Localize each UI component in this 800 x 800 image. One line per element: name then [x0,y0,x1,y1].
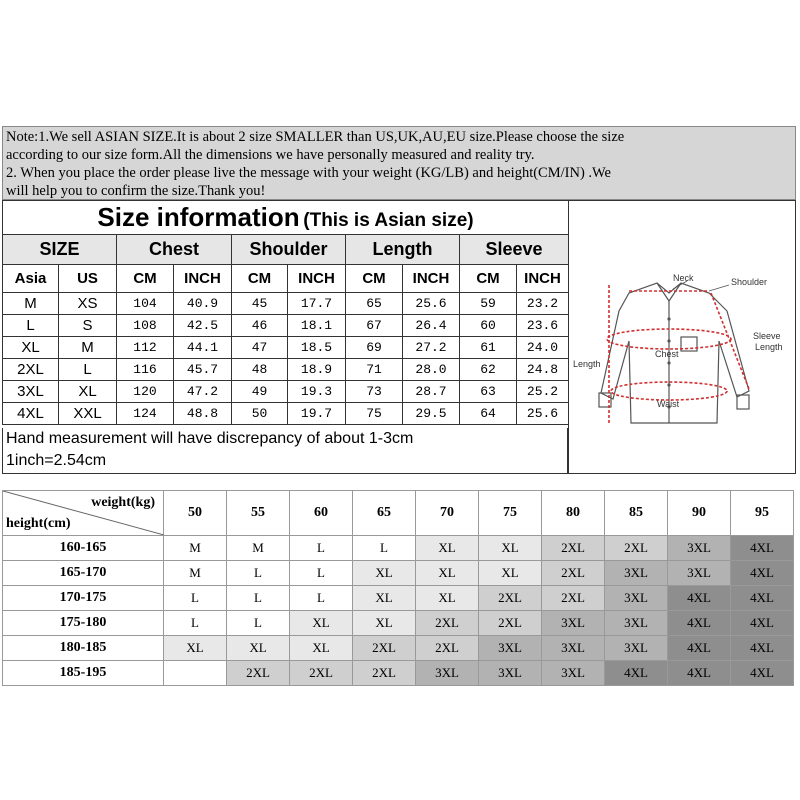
size-cell: XL [59,381,117,403]
size-cell: 25.6 [403,293,460,315]
height-range: 185-195 [3,661,164,686]
column-header: INCH [174,265,232,293]
recommended-size-cell: XL [227,636,290,661]
size-cell: 61 [460,337,517,359]
height-axis-label: height(cm) [6,516,71,531]
size-cell: 48.8 [174,403,232,425]
recommended-size-cell: 4XL [668,661,731,686]
recommended-size-cell: XL [479,536,542,561]
sleeve-label-line2: Length [755,342,783,352]
weight-header: 90 [668,491,731,536]
weight-header: 50 [164,491,227,536]
size-cell: 116 [117,359,174,381]
recommended-size-cell: XL [353,561,416,586]
size-cell: 46 [232,315,288,337]
size-footnotes [2,428,568,474]
weight-header: 95 [731,491,794,536]
recommended-size-cell: 4XL [731,661,794,686]
size-cell: 19.7 [288,403,346,425]
size-title: Size information [97,202,300,232]
note-line-2: according to our size form.All the dimensions we have personally measured and reality try. [6,147,535,163]
recommended-size-cell: 3XL [605,636,668,661]
recommended-size-cell: M [164,536,227,561]
size-cell: XS [59,293,117,315]
group-header-chest: Chest [117,235,232,265]
size-cell: M [59,337,117,359]
size-cell: 25.2 [517,381,569,403]
size-cell: L [59,359,117,381]
size-row [3,359,569,381]
weight-header: 70 [416,491,479,536]
shirt-illustration [569,201,795,473]
group-header-size: SIZE [3,235,117,265]
size-cell: 24.8 [517,359,569,381]
height-row [3,636,794,661]
recommended-size-cell [164,661,227,686]
recommended-size-cell: XL [164,636,227,661]
size-cell: 28.7 [403,381,460,403]
size-cell: 40.9 [174,293,232,315]
recommended-size-cell: XL [353,611,416,636]
size-cell: 24.0 [517,337,569,359]
recommended-size-cell: 3XL [542,611,605,636]
height-row [3,661,794,686]
column-header: INCH [403,265,460,293]
recommended-size-cell: XL [479,561,542,586]
height-range: 170-175 [3,586,164,611]
size-cell: 45 [232,293,288,315]
size-cell: 2XL [3,359,59,381]
weight-header: 60 [290,491,353,536]
weight-header: 65 [353,491,416,536]
recommended-size-cell: 2XL [227,661,290,686]
size-cell: 63 [460,381,517,403]
size-cell: 47.2 [174,381,232,403]
size-cell: 64 [460,403,517,425]
recommended-size-cell: M [227,536,290,561]
column-header: Asia [3,265,59,293]
height-row [3,586,794,611]
note-line-1: Note:1.We sell ASIAN SIZE.It is about 2 size SMALLER than US,UK,AU,EU size.Please choose the size [6,129,625,145]
size-cell: 25.6 [517,403,569,425]
size-cell: 71 [346,359,403,381]
weight-header: 75 [479,491,542,536]
size-row [3,337,569,359]
group-header-sleeve: Sleeve [460,235,569,265]
recommended-size-cell: L [164,611,227,636]
recommended-size-cell: 2XL [416,636,479,661]
shoulder-label: Shoulder [731,277,768,287]
column-header: CM [460,265,517,293]
discrepancy-note: Hand measurement will have discrepancy of about 1-3cm [6,430,414,447]
length-label: Length [573,359,601,369]
size-row [3,381,569,403]
weight-header: 55 [227,491,290,536]
height-row [3,536,794,561]
height-row [3,611,794,636]
weight-height-corner [3,491,164,536]
height-row [3,561,794,586]
size-cell: XXL [59,403,117,425]
note-line-3: 2. When you place the order please live the message with your weight (KG/LB) and height(CM/IN) .We [6,165,611,181]
size-cell: 45.7 [174,359,232,381]
size-information-table [2,200,569,425]
size-cell: 112 [117,337,174,359]
size-cell: 120 [117,381,174,403]
recommended-size-cell: 4XL [668,611,731,636]
size-row [3,403,569,425]
size-cell: 47 [232,337,288,359]
right-cuff [737,395,749,409]
recommended-size-cell: 2XL [542,586,605,611]
size-cell: 18.9 [288,359,346,381]
note-line-4: will help you to confirm the size.Thank you! [6,183,266,199]
size-cell: 69 [346,337,403,359]
size-cell: 4XL [3,403,59,425]
size-cell: 50 [232,403,288,425]
recommended-size-cell: XL [290,636,353,661]
height-range: 175-180 [3,611,164,636]
pocket [681,337,697,351]
recommended-size-cell: 3XL [668,536,731,561]
size-row [3,293,569,315]
height-range: 165-170 [3,561,164,586]
recommended-size-cell: 4XL [668,586,731,611]
size-cell: 104 [117,293,174,315]
recommended-size-cell: XL [416,561,479,586]
recommended-size-cell: 4XL [731,536,794,561]
recommended-size-cell: 4XL [731,561,794,586]
size-row [3,315,569,337]
neck-label: Neck [673,273,694,283]
recommended-size-cell: L [227,611,290,636]
recommended-size-cell: L [164,586,227,611]
size-cell: 27.2 [403,337,460,359]
recommended-size-cell: 3XL [479,636,542,661]
size-cell: 3XL [3,381,59,403]
recommended-size-cell: L [290,586,353,611]
recommended-size-cell: 2XL [416,611,479,636]
sleeve-label [753,331,783,352]
recommended-size-cell: XL [353,586,416,611]
weight-header: 80 [542,491,605,536]
recommended-size-cell: 2XL [353,636,416,661]
recommended-size-cell: 4XL [668,636,731,661]
waist-label: Waist [657,399,680,409]
size-cell: 18.1 [288,315,346,337]
size-cell: 26.4 [403,315,460,337]
size-cell: 108 [117,315,174,337]
size-cell: 29.5 [403,403,460,425]
size-cell: 67 [346,315,403,337]
recommended-size-cell: XL [290,611,353,636]
column-header: INCH [288,265,346,293]
height-range: 160-165 [3,536,164,561]
recommended-size-cell: 2XL [353,661,416,686]
size-cell: 124 [117,403,174,425]
recommended-size-cell: 2XL [542,536,605,561]
size-cell: 42.5 [174,315,232,337]
column-header: US [59,265,117,293]
recommended-size-cell: 2XL [605,536,668,561]
size-cell: 48 [232,359,288,381]
column-header: CM [346,265,403,293]
recommended-size-cell: 4XL [731,611,794,636]
column-header: INCH [517,265,569,293]
size-cell: 49 [232,381,288,403]
sleeve-label-line1: Sleeve [753,331,781,341]
shirt-measurement-diagram [568,200,796,474]
recommended-size-cell: 2XL [290,661,353,686]
size-cell: 23.2 [517,293,569,315]
size-cell: XL [3,337,59,359]
size-table-title [3,201,569,235]
size-cell: L [3,315,59,337]
size-cell: 44.1 [174,337,232,359]
weight-height-size-table [2,490,794,686]
size-cell: 18.5 [288,337,346,359]
height-range: 180-185 [3,636,164,661]
recommended-size-cell: 3XL [542,636,605,661]
recommended-size-cell: 2XL [479,586,542,611]
recommended-size-cell: L [290,536,353,561]
size-note [2,126,796,200]
recommended-size-cell: L [290,561,353,586]
recommended-size-cell: 3XL [668,561,731,586]
size-cell: 59 [460,293,517,315]
weight-header: 85 [605,491,668,536]
recommended-size-cell: 2XL [542,561,605,586]
weight-axis-label: weight(kg) [91,495,155,510]
size-cell: 75 [346,403,403,425]
size-cell: 17.7 [288,293,346,315]
column-header: CM [117,265,174,293]
recommended-size-cell: L [227,586,290,611]
group-header-length: Length [346,235,460,265]
recommended-size-cell: XL [416,586,479,611]
recommended-size-cell: L [227,561,290,586]
recommended-size-cell: 3XL [542,661,605,686]
recommended-size-cell: 3XL [605,561,668,586]
column-header: CM [232,265,288,293]
recommended-size-cell: 4XL [605,661,668,686]
size-cell: 19.3 [288,381,346,403]
inch-conversion-note: 1inch=2.54cm [6,452,107,469]
size-subtitle: (This is Asian size) [303,210,474,231]
size-cell: 23.6 [517,315,569,337]
recommended-size-cell: 2XL [479,611,542,636]
size-cell: 73 [346,381,403,403]
recommended-size-cell: 3XL [605,611,668,636]
recommended-size-cell: 3XL [479,661,542,686]
recommended-size-cell: 4XL [731,586,794,611]
recommended-size-cell: M [164,561,227,586]
size-cell: 28.0 [403,359,460,381]
recommended-size-cell: 4XL [731,636,794,661]
recommended-size-cell: 3XL [416,661,479,686]
size-cell: 62 [460,359,517,381]
size-cell: M [3,293,59,315]
recommended-size-cell: L [353,536,416,561]
size-cell: 60 [460,315,517,337]
recommended-size-cell: XL [416,536,479,561]
size-cell: S [59,315,117,337]
size-cell: 65 [346,293,403,315]
group-header-shoulder: Shoulder [232,235,346,265]
recommended-size-cell: 3XL [605,586,668,611]
chest-label: Chest [655,349,679,359]
